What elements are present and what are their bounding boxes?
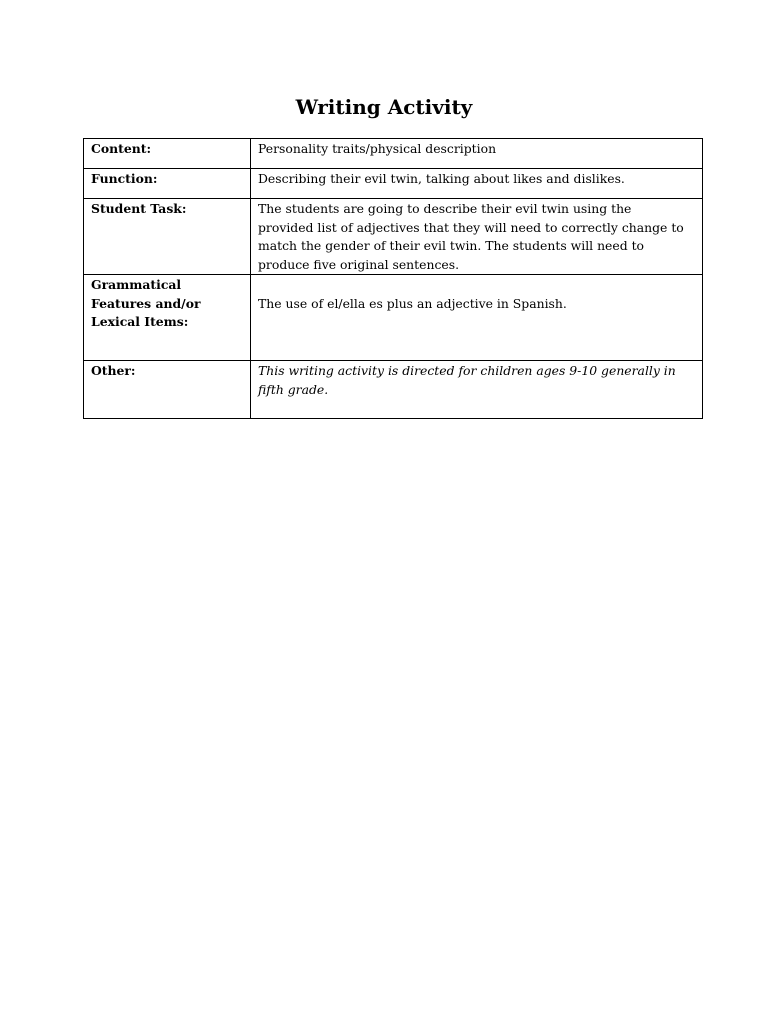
table-row-content <box>84 139 703 169</box>
row-value-other <box>251 361 703 419</box>
row-label-student-task: Student Task: <box>84 199 251 275</box>
row-label-function: Function: <box>84 169 251 199</box>
table-row-grammatical-features <box>84 275 703 361</box>
row-value-function: Describing their evil twin, talking about likes and dislikes. <box>251 169 703 199</box>
table-row-other <box>84 361 703 419</box>
row-value-grammatical-features <box>251 275 703 361</box>
row-value-student-task <box>251 199 703 275</box>
grammar-value-text: The use of el/ella es plus an adjective in Spanish. <box>258 296 567 311</box>
row-label-content: Content: <box>84 139 251 169</box>
student-task-line: provided list of adjectives that they will need to correctly change to <box>258 219 684 235</box>
other-line: This writing activity is directed for children ages 9-10 generally in <box>258 363 676 378</box>
grammar-label-line: Grammatical <box>91 277 182 292</box>
activity-table <box>83 138 703 419</box>
document-title: Writing Activity <box>295 95 473 119</box>
other-line: fifth grade. <box>258 381 329 397</box>
row-value-content: Personality traits/physical description <box>251 139 703 169</box>
student-task-line: match the gender of their evil twin. The students will need to <box>258 238 645 253</box>
grammar-label-line: Lexical Items: <box>91 314 189 329</box>
row-label-other: Other: <box>84 361 251 419</box>
student-task-line: produce five original sentences. <box>258 256 460 272</box>
grammar-label-line: Features and/or <box>91 295 201 311</box>
student-task-line: The students are going to describe their evil twin using the <box>258 201 632 216</box>
row-label-grammatical-features <box>84 275 251 361</box>
table-row-student-task <box>84 199 703 275</box>
table-row-function <box>84 169 703 199</box>
